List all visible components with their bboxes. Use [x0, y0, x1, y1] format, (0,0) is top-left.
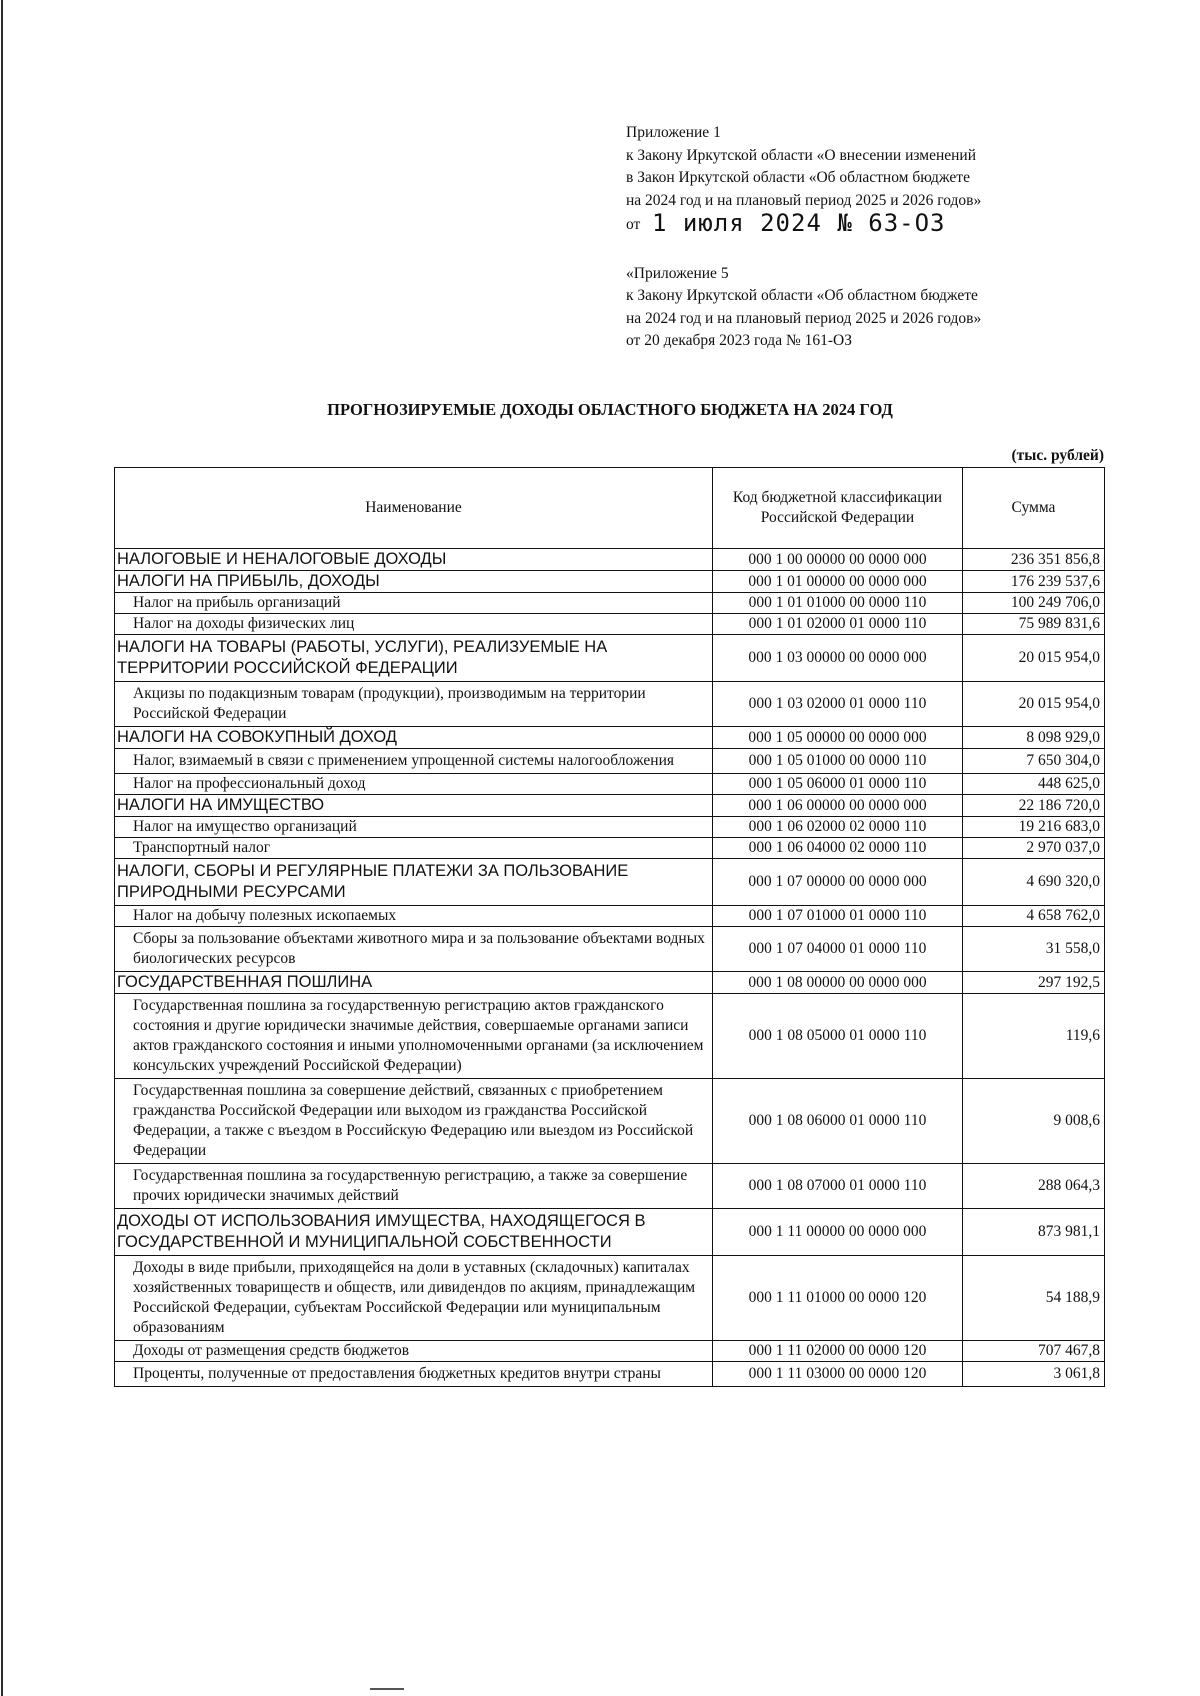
row-sum: 75 989 831,6 [963, 614, 1105, 635]
header-line: «Приложение 5 [626, 264, 729, 282]
header-line: в Закон Иркутской области «Об областном бюджете [626, 169, 970, 186]
row-code: 000 1 08 06000 01 0000 110 [713, 1079, 963, 1164]
row-sum: 31 558,0 [963, 927, 1105, 972]
header-line: к Закону Иркутской области «Об областном бюджете [626, 287, 978, 304]
table-row [115, 614, 1105, 635]
row-name: НАЛОГИ НА ПРИБЫЛЬ, ДОХОДЫ [115, 571, 713, 593]
header-code: Код бюджетной классификации Российской Федерации [713, 468, 963, 549]
row-code: 000 1 11 03000 00 0000 120 [713, 1362, 963, 1387]
table-row [115, 994, 1105, 1079]
row-name: НАЛОГИ НА СОВОКУПНЫЙ ДОХОД [115, 727, 713, 749]
row-name: НАЛОГИ НА ТОВАРЫ (РАБОТЫ, УСЛУГИ), РЕАЛИЗУЕМЫЕ НА ТЕРРИТОРИИ РОССИЙСКОЙ ФЕДЕРАЦИИ [115, 635, 713, 682]
page-scan-edge [1, 0, 3, 1696]
header-line: на 2024 год и на плановый период 2025 и 2026 годов» [626, 191, 982, 209]
row-code: 000 1 11 00000 00 0000 000 [713, 1209, 963, 1256]
row-name: ДОХОДЫ ОТ ИСПОЛЬЗОВАНИЯ ИМУЩЕСТВА, НАХОДЯЩЕГОСЯ В ГОСУДАРСТВЕННОЙ И МУНИЦИПАЛЬНОЙ СОБСТВЕННОСТИ [115, 1209, 713, 1256]
row-sum: 4 658 762,0 [963, 906, 1105, 927]
row-sum: 3 061,8 [963, 1362, 1105, 1387]
row-name: Акцизы по подакцизным товарам (продукции), производимым на территории Российской Федерации [115, 682, 713, 727]
row-code: 000 1 06 04000 02 0000 110 [713, 838, 963, 859]
row-sum: 54 188,9 [963, 1256, 1105, 1341]
scan-artifact [370, 1688, 404, 1690]
row-sum: 22 186 720,0 [963, 795, 1105, 817]
row-sum: 176 239 537,6 [963, 571, 1105, 593]
table-row [115, 906, 1105, 927]
header-sum: Сумма [963, 468, 1105, 549]
row-name: НАЛОГИ НА ИМУЩЕСТВО [115, 795, 713, 817]
row-sum: 119,6 [963, 994, 1105, 1079]
table-row [115, 549, 1105, 571]
row-name: Транспортный налог [115, 838, 713, 859]
row-name: Налог на доходы физических лиц [115, 614, 713, 635]
row-sum: 7 650 304,0 [963, 749, 1105, 774]
row-name: Доходы от размещения средств бюджетов [115, 1341, 713, 1362]
row-code: 000 1 08 07000 01 0000 110 [713, 1164, 963, 1209]
header-line: на 2024 год и на плановый период 2025 и 2026 годов» [626, 309, 982, 327]
row-sum: 19 216 683,0 [963, 817, 1105, 838]
row-name: Налог на профессиональный доход [115, 774, 713, 795]
row-sum: 2 970 037,0 [963, 838, 1105, 859]
row-code: 000 1 07 04000 01 0000 110 [713, 927, 963, 972]
header-name: Наименование [115, 468, 713, 549]
row-name: Государственная пошлина за государственную регистрацию актов гражданского состояния и другие юридически значимые действия, совершаемые органами записи актов гражданского состояния и иными уполномоченными органами (за исключением консульских учреждений Российской Федерации) [115, 994, 713, 1079]
table-row [115, 774, 1105, 795]
row-sum: 297 192,5 [963, 972, 1105, 994]
table-row [115, 838, 1105, 859]
revenue-table [114, 467, 1105, 1387]
header-date-line [626, 209, 981, 237]
table-row [115, 1209, 1105, 1256]
header-line: от 20 декабря 2023 года № 161-ОЗ [626, 332, 852, 349]
row-sum: 873 981,1 [963, 1209, 1105, 1256]
row-name: ГОСУДАРСТВЕННАЯ ПОШЛИНА [115, 972, 713, 994]
row-code: 000 1 06 00000 00 0000 000 [713, 795, 963, 817]
units-label: (тыс. рублей) [1011, 447, 1104, 464]
table-row [115, 1362, 1105, 1387]
row-code: 000 1 08 05000 01 0000 110 [713, 994, 963, 1079]
table-row [115, 682, 1105, 727]
table-row [115, 635, 1105, 682]
row-sum: 236 351 856,8 [963, 549, 1105, 571]
table-row [115, 1164, 1105, 1209]
table-row [115, 859, 1105, 906]
table-row [115, 1341, 1105, 1362]
table-row [115, 571, 1105, 593]
row-sum: 20 015 954,0 [963, 635, 1105, 682]
table-row [115, 727, 1105, 749]
document-title: ПРОГНОЗИРУЕМЫЕ ДОХОДЫ ОБЛАСТНОГО БЮДЖЕТА НА 2024 ГОД [327, 400, 893, 419]
row-code: 000 1 01 00000 00 0000 000 [713, 571, 963, 593]
row-code: 000 1 08 00000 00 0000 000 [713, 972, 963, 994]
header-line: к Закону Иркутской области «О внесении изменений [626, 146, 977, 164]
row-code: 000 1 01 02000 01 0000 110 [713, 614, 963, 635]
row-name: Налог на прибыль организаций [115, 593, 713, 614]
row-name: Налог, взимаемый в связи с применением упрощенной системы налогообложения [115, 749, 713, 774]
date-prefix: от [626, 216, 641, 233]
row-name: Государственная пошлина за государственную регистрацию, а также за совершение прочих юридически значимых действий [115, 1164, 713, 1209]
table-row [115, 1256, 1105, 1341]
row-code: 000 1 00 00000 00 0000 000 [713, 549, 963, 571]
row-sum: 100 249 706,0 [963, 593, 1105, 614]
row-sum: 448 625,0 [963, 774, 1105, 795]
table-row [115, 817, 1105, 838]
row-code: 000 1 01 01000 00 0000 110 [713, 593, 963, 614]
row-name: Проценты, полученные от предоставления бюджетных кредитов внутри страны [115, 1362, 713, 1387]
row-sum: 8 098 929,0 [963, 727, 1105, 749]
row-code: 000 1 03 02000 01 0000 110 [713, 682, 963, 727]
row-sum: 288 064,3 [963, 1164, 1105, 1209]
row-name: Налог на добычу полезных ископаемых [115, 906, 713, 927]
row-name: Государственная пошлина за совершение действий, связанных с приобретением гражданства Российской Федерации или выходом из гражданства Российской Федерации, а также с въездом в Российскую Федерацию или выездом из Российской Федерации [115, 1079, 713, 1164]
row-name: НАЛОГОВЫЕ И НЕНАЛОГОВЫЕ ДОХОДЫ [115, 549, 713, 571]
row-name: НАЛОГИ, СБОРЫ И РЕГУЛЯРНЫЕ ПЛАТЕЖИ ЗА ПОЛЬЗОВАНИЕ ПРИРОДНЫМИ РЕСУРСАМИ [115, 859, 713, 906]
row-name: Налог на имущество организаций [115, 817, 713, 838]
table-row [115, 795, 1105, 817]
row-code: 000 1 07 01000 01 0000 110 [713, 906, 963, 927]
row-sum: 9 008,6 [963, 1079, 1105, 1164]
row-code: 000 1 06 02000 02 0000 110 [713, 817, 963, 838]
row-sum: 4 690 320,0 [963, 859, 1105, 906]
table-row [115, 1079, 1105, 1164]
appendix-header [626, 122, 981, 353]
row-code: 000 1 03 00000 00 0000 000 [713, 635, 963, 682]
row-code: 000 1 05 00000 00 0000 000 [713, 727, 963, 749]
row-code: 000 1 11 02000 00 0000 120 [713, 1341, 963, 1362]
date-stamp: 1 июля 2024 № 63-ОЗ [651, 209, 946, 237]
row-code: 000 1 05 06000 01 0000 110 [713, 774, 963, 795]
row-code: 000 1 07 00000 00 0000 000 [713, 859, 963, 906]
row-code: 000 1 05 01000 00 0000 110 [713, 749, 963, 774]
row-code: 000 1 11 01000 00 0000 120 [713, 1256, 963, 1341]
row-name: Доходы в виде прибыли, приходящейся на доли в уставных (складочных) капиталах хозяйственных товариществ и обществ, или дивидендов по акциям, принадлежащим Российской Федерации, субъектам Российской Федерации или муниципальным образованиям [115, 1256, 713, 1341]
row-name: Сборы за пользование объектами животного мира и за пользование объектами водных биологических ресурсов [115, 927, 713, 972]
row-sum: 20 015 954,0 [963, 682, 1105, 727]
table-header-row [115, 468, 1105, 549]
table-row [115, 593, 1105, 614]
row-sum: 707 467,8 [963, 1341, 1105, 1362]
header-line: Приложение 1 [626, 124, 721, 141]
table-row [115, 749, 1105, 774]
table-row [115, 927, 1105, 972]
table-row [115, 972, 1105, 994]
